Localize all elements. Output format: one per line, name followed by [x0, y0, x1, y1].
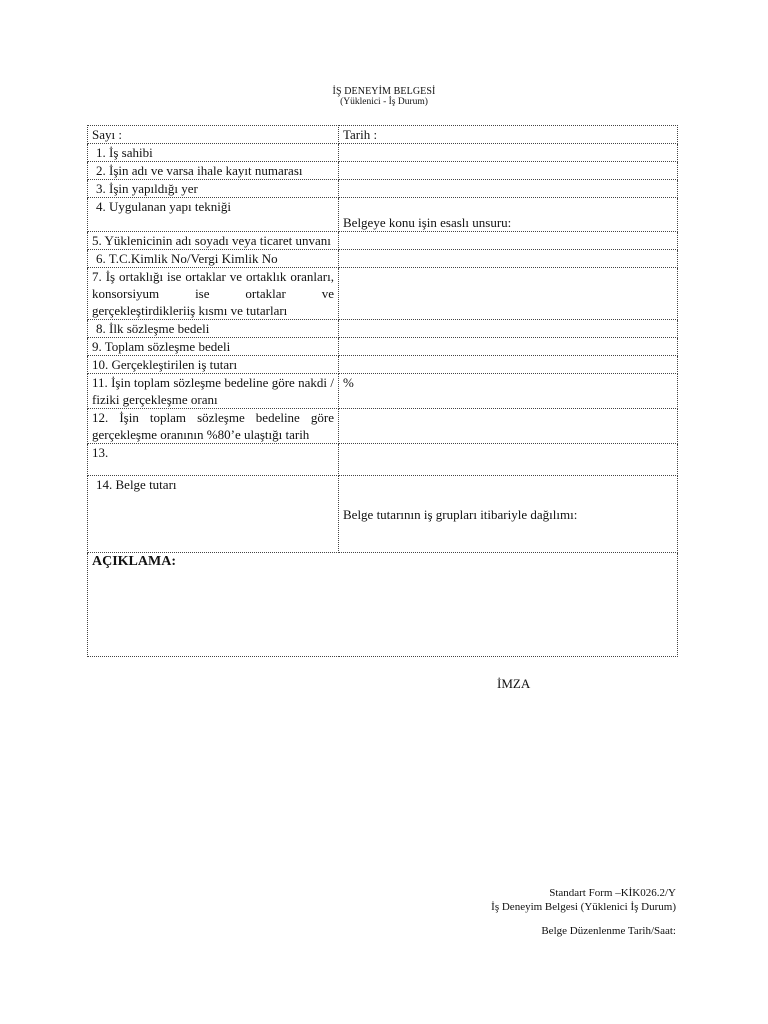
- table-row: [88, 374, 678, 409]
- yapi-teknigi-label: 4. Uygulanan yapı tekniği: [96, 199, 232, 214]
- sayi-label: Sayı :: [88, 126, 339, 144]
- yuzde-seksen-tarih-label: 12. İşin toplam sözleşme bedeline göre gerçekleşme oranının %80’e ulaştığı tarih: [88, 409, 339, 444]
- table-row: [88, 250, 678, 268]
- row-13-value[interactable]: [339, 444, 678, 476]
- table-row: [88, 320, 678, 338]
- is-sahibi-label: 1. İş sahibi: [96, 145, 153, 160]
- esasli-unsur-label: Belgeye konu işin esaslı unsuru:: [343, 215, 512, 230]
- kimlik-no-value[interactable]: [339, 250, 678, 268]
- isin-yeri-value[interactable]: [339, 180, 678, 198]
- table-row: [88, 198, 678, 232]
- table-row: [88, 476, 678, 553]
- yuklenici-adi-label: 5. Yüklenicinin adı soyadı veya ticaret unvanı: [88, 232, 339, 250]
- isin-adi-label: 2. İşin adı ve varsa ihale kayıt numarası: [96, 163, 303, 178]
- yuzde-seksen-tarih-value[interactable]: [339, 409, 678, 444]
- table-row: [88, 180, 678, 198]
- document-subtitle: (Yüklenici - İş Durum): [340, 97, 428, 107]
- table-row: [88, 268, 678, 320]
- row-13-label: 13.: [88, 444, 339, 476]
- is-sahibi-value[interactable]: [339, 144, 678, 162]
- ilk-sozlesme-bedeli-label: 8. İlk sözleşme bedeli: [96, 321, 210, 336]
- is-ortakligi-label: 7. İş ortaklığı ise ortaklar ve ortaklık oranları, konsorsiyum ise ortaklar ve gerçekleştirdikleriiş kısmı ve tutarları: [88, 268, 339, 320]
- aciklama-section[interactable]: AÇIKLAMA:: [88, 553, 678, 657]
- issue-date-label: Belge Düzenlenme Tarih/Saat:: [541, 925, 676, 937]
- table-row: [88, 162, 678, 180]
- gerceklesme-orani-label: 11. İşin toplam sözleşme bedeline göre nakdi / fiziki gerçekleşme oranı: [88, 374, 339, 409]
- toplam-sozlesme-bedeli-label: 9. Toplam sözleşme bedeli: [88, 338, 339, 356]
- kimlik-no-label: 6. T.C.Kimlik No/Vergi Kimlik No: [96, 251, 278, 266]
- table-row: [88, 338, 678, 356]
- gerceklesme-orani-value[interactable]: %: [339, 374, 678, 409]
- form-name: İş Deneyim Belgesi (Yüklenici İş Durum): [491, 901, 676, 913]
- table-row: [88, 232, 678, 250]
- table-row: [88, 144, 678, 162]
- table-row: [88, 444, 678, 476]
- is-ortakligi-value[interactable]: [339, 268, 678, 320]
- yuklenici-adi-value[interactable]: [339, 232, 678, 250]
- toplam-sozlesme-bedeli-value[interactable]: [339, 338, 678, 356]
- isin-yeri-label: 3. İşin yapıldığı yer: [96, 181, 198, 196]
- belge-dagilimi-label: Belge tutarının iş grupları itibariyle dağılımı:: [343, 507, 578, 522]
- ilk-sozlesme-bedeli-value[interactable]: [339, 320, 678, 338]
- table-row: [88, 553, 678, 657]
- document-title: İŞ DENEYİM BELGESİ: [332, 86, 436, 97]
- gerceklestirilen-tutar-value[interactable]: [339, 356, 678, 374]
- table-row: [88, 356, 678, 374]
- form-code: Standart Form –KİK026.2/Y: [549, 887, 676, 899]
- belge-tutari-label: 14. Belge tutarı: [96, 477, 177, 492]
- signature-label: İMZA: [497, 676, 531, 691]
- table-row: [88, 126, 678, 144]
- experience-form-table: [87, 125, 678, 657]
- isin-adi-value[interactable]: [339, 162, 678, 180]
- tarih-label: Tarih :: [339, 126, 678, 144]
- gerceklestirilen-tutar-label: 10. Gerçekleştirilen iş tutarı: [88, 356, 339, 374]
- table-row: [88, 409, 678, 444]
